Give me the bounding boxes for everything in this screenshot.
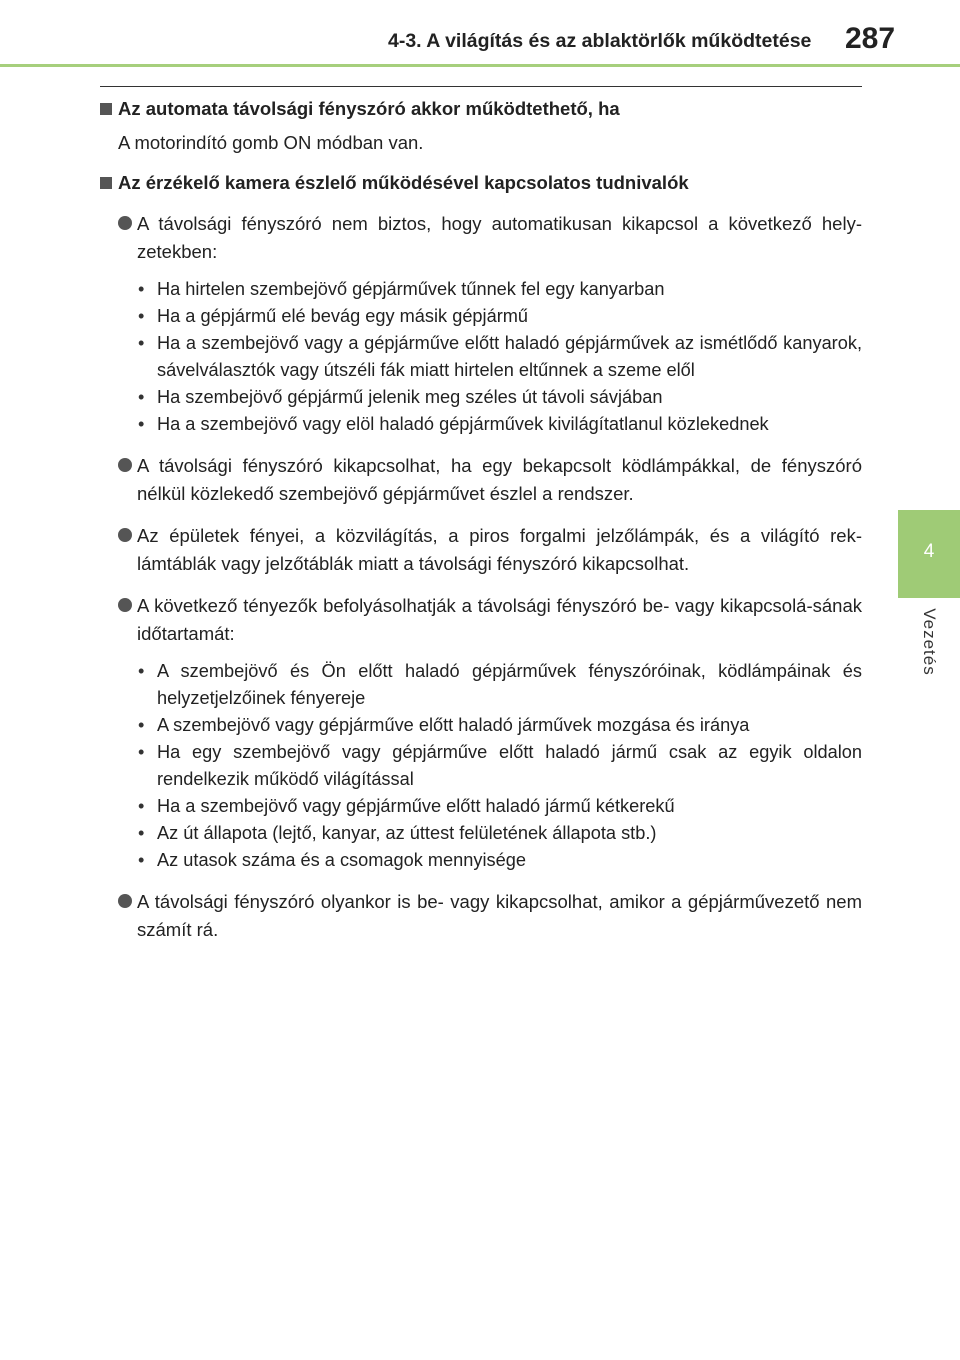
list-item: • Ha hirtelen szembejövő gépjárművek tűnnek fel egy kanyarban (138, 279, 665, 299)
list-item: • Ha a szembejövő vagy a gépjárműve előtt haladó gépjárművek az ismétlődő kanyarok, sávelválasztók vagy útszéli fák miatt hirtelen eltűnnek a szeme elől (138, 333, 862, 380)
list-item: • Ha a szembejövő vagy gépjárműve előtt haladó jármű kétkerekű (138, 796, 675, 816)
point-item (100, 888, 862, 944)
running-header-title: 4-3. A világítás és az ablaktörlők működtetése (388, 30, 812, 52)
section-heading (100, 96, 862, 122)
bullet-list (137, 658, 862, 874)
content-rule (100, 86, 862, 87)
point-item (100, 592, 862, 874)
point-item (100, 210, 862, 438)
point-item (100, 452, 862, 508)
point-item (100, 522, 862, 578)
circle-bullet-icon (118, 598, 132, 612)
section-heading-text: Az automata távolsági fényszóró akkor működtethető, ha (118, 98, 620, 119)
list-item: • Ha szembejövő gépjármű jelenik meg széles út távoli sávjában (138, 387, 663, 407)
list-item: • Ha a gépjármű elé bevág egy másik gépjármű (138, 306, 529, 326)
list-item: • Ha a szembejövő vagy elöl haladó gépjárművek kivilágítatlanul közlekednek (138, 414, 769, 434)
point-text: A távolsági fényszóró nem biztos, hogy automatikusan kikapcsol a következő hely-zetekben: (137, 213, 862, 262)
circle-bullet-icon (118, 528, 132, 542)
list-item: • Az út állapota (lejtő, kanyar, az úttest felületének állapota stb.) (138, 823, 657, 843)
square-bullet-icon (100, 103, 112, 115)
page-number: 287 (845, 22, 896, 55)
list-item: • Az utasok száma és a csomagok mennyisége (138, 850, 526, 870)
point-text: Az épületek fényei, a közvilágítás, a piros forgalmi jelzőlámpák, és a világító rek-lámtáblák vagy jelzőtáblák miatt a távolsági fényszóró kikapcsolhat. (137, 525, 862, 574)
circle-bullet-icon (118, 216, 132, 230)
point-text: A távolsági fényszóró olyankor is be- vagy kikapcsolhat, amikor a gépjárművezető nem számít rá. (137, 891, 862, 940)
point-text: A távolsági fényszóró kikapcsolhat, ha egy bekapcsolt ködlámpákkal, de fényszóró nélkül közlekedő szembejövő gépjárművet észlel a rendszer. (137, 455, 862, 504)
chapter-label: Vezetés (920, 608, 939, 676)
bullet-list (137, 276, 862, 438)
square-bullet-icon (100, 177, 112, 189)
header-rule (0, 64, 960, 67)
circle-bullet-icon (118, 458, 132, 472)
content (100, 96, 862, 944)
section-text: A motorindító gomb ON módban van. (118, 132, 424, 153)
section-heading-text: Az érzékelő kamera észlelő működésével kapcsolatos tudnivalók (118, 172, 689, 193)
list-item: • A szembejövő vagy gépjárműve előtt haladó járművek mozgása és iránya (138, 715, 750, 735)
circle-bullet-icon (118, 894, 132, 908)
point-text: A következő tényezők befolyásolhatják a távolsági fényszóró be- vagy kikapcsolá-sának időtartamát: (137, 595, 862, 644)
section-heading (100, 170, 862, 196)
list-item: • Ha egy szembejövő vagy gépjárműve előtt haladó jármű csak az egyik oldalon rendelkezik működő világítással (138, 742, 862, 789)
list-item: • A szembejövő és Ön előtt haladó gépjárművek fényszóróinak, ködlámpáinak és helyzetjelzőinek fényereje (138, 661, 862, 708)
chapter-tab: 4 (898, 510, 960, 598)
